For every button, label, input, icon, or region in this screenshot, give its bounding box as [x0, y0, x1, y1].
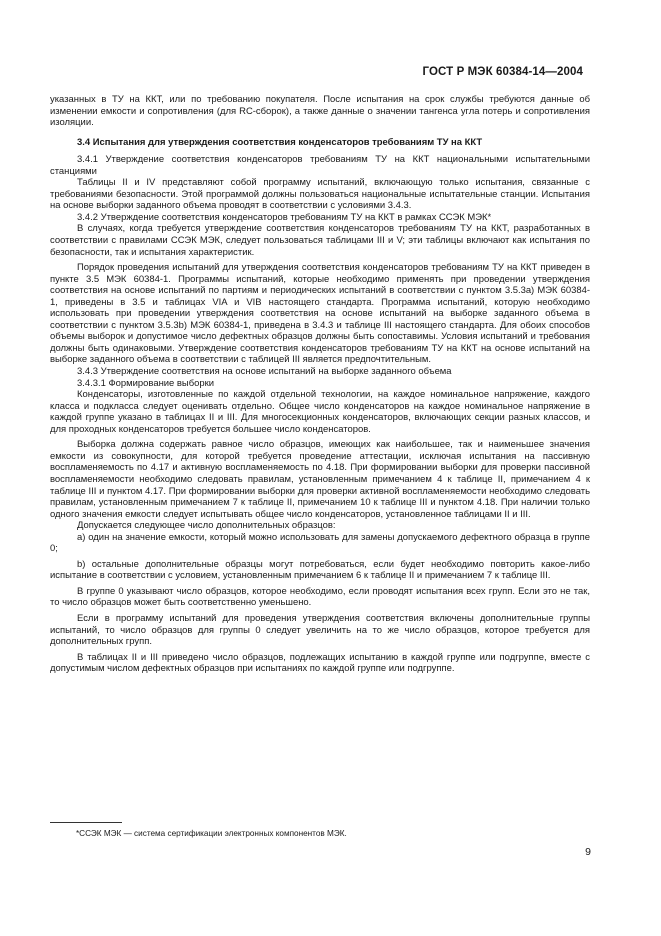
footnote-divider: [50, 822, 122, 823]
document-header: ГОСТ Р МЭК 60384-14—2004: [422, 66, 583, 78]
paragraph: Конденсаторы, изготовленные по каждой отдельной технологии, на каждое номинальное напряжение, каждого класса и подкласса следует оценивать отдельно. Общее число конденсаторов на каждое номинальное напряжение в каждой группе указано в таблицах II и III. Для многосекционных конденсаторов, включающих секции разных классов, и для проходных конденсаторов требуется большее число конденсаторов.: [50, 389, 590, 435]
page-number: 9: [585, 846, 591, 858]
footnote: *ССЭК МЭК — система сертификации электронных компонентов МЭК.: [76, 829, 347, 838]
paragraph: Допускается следующее число дополнительных образцов:: [77, 520, 336, 532]
list-item: а) один на значение емкости, который можно использовать для замены допускаемого дефектного образца в группе 0;: [50, 531, 590, 555]
section-heading: 3.4 Испытания для утверждения соответствия конденсаторов требованиям ТУ на ККТ: [77, 136, 483, 148]
subsection-heading: 3.4.2 Утверждение соответствия конденсаторов требованиям ТУ на ККТ в рамках ССЭК МЭК*: [77, 211, 492, 223]
paragraph: Таблицы II и IV представляют собой программу испытаний, включающую только испытания, связанные с требованиями безопасности. Этой программой должны пользоваться национальные испытательные станции. Испытания на основе выборки заданного объема проводят в соответствии с условиями 3.4.3.: [50, 177, 590, 212]
paragraph: Порядок проведения испытаний для утверждения соответствия конденсаторов требованиям ТУ на ККТ приведен в пункте 3.5 МЭК 60384-1. Программы испытаний, которые необходимо применять при проведении утверждения соответствия на основе испытаний по партиям и периодических испытаний в соответствии с пунктом 3.5.3а) МЭК 60384-1, приведены в 3.5 и таблицах VIA и VIB настоящего стандарта. Программа испытаний, которую необходимо использовать при проведении утверждения соответствия на основе испытаний на выборке заданного объема в соответствии с пунктом 3.5.3b) МЭК 60384-1, приведена в 3.4.3 и таблице III настоящего стандарта. Для обоих способов объемы выборок и допустимое число дефектных образцов должны быть сопоставимы. Условия испытаний и требования должны быть одинаковыми. Утверждение соответствия конденсаторов требованиям ТУ на ККТ на основе испытаний на выборке заданного объема в соответствии с таблицей III является предпочтительным.: [50, 262, 590, 366]
paragraph: В таблицах II и III приведено число образцов, подлежащих испытанию в каждой группе или подгруппе, вместе с допустимым числом дефектных образцов при испытаниях по каждой группе или подгруппе.: [50, 651, 590, 675]
paragraph: В случаях, когда требуется утверждение соответствия конденсаторов требованиям ТУ на ККТ, разработанных в соответствии с правилами ССЭК МЭК, следует пользоваться таблицами III и V; эти таблицы включают как испытания по безопасности, так и испытания характеристик.: [50, 223, 590, 258]
paragraph: указанных в ТУ на ККТ, или по требованию покупателя. После испытания на срок службы требуются данные об изменении емкости и сопротивления (для RC-сборок), а также данные о значении тангенса угла потерь и сопротивления изоляции.: [50, 94, 590, 129]
subsection-heading: 3.4.1 Утверждение соответствия конденсаторов требованиям ТУ на ККТ национальными испытательными станциями: [50, 154, 590, 177]
subsection-heading: 3.4.3.1 Формирование выборки: [77, 377, 215, 389]
document-body: [50, 94, 590, 675]
paragraph: Если в программу испытаний для проведения утверждения соответствия включены дополнительные группы испытаний, то число образцов для группы 0 следует увеличить на то же число образцов, которое требуется для дополнительных групп.: [50, 612, 590, 648]
paragraph: Выборка должна содержать равное число образцов, имеющих как наибольшее, так и наименьшее значения емкости из совокупности, для которой требуется проведение аттестации, исключая испытания на пассивную воспламеняемость по 4.17 и активную воспламеняемость по 4.18. При формировании выборки для проверки пассивной воспламеняемости необходимо следовать правилам, установленным примечанием 4 к таблице II, примечанием 4 к таблице III и пунктом 4.17. При формировании выборки для проверки активной воспламеняемости необходимо следовать правилам, установленным примечанием 7 к таблице II, примечанием 10 к таблице III и пунктом 4.18. При наличии только одного значения емкости следует испытывать общее число конденсаторов, установленное таблицами II и III.: [50, 439, 590, 520]
list-item: b) остальные дополнительные образцы могут потребоваться, если будет необходимо повторить какое-либо испытание в соответствии с условием, установленным примечанием 6 к таблице II и примечанием 7 к таблице III.: [50, 558, 590, 582]
paragraph: В группе 0 указывают число образцов, которое необходимо, если проводят испытания всех групп. Если это не так, то число образцов может быть соответственно уменьшено.: [50, 585, 590, 609]
subsection-heading: 3.4.3 Утверждение соответствия на основе испытаний на выборке заданного объема: [77, 366, 452, 378]
